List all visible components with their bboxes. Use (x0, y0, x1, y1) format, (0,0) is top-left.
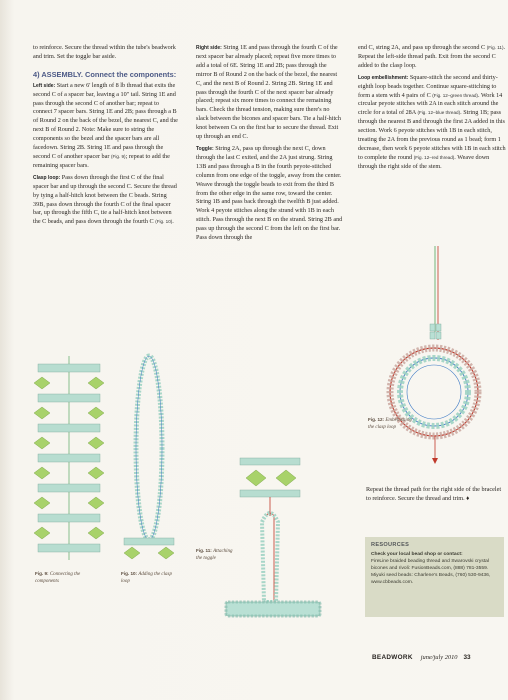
magazine-name: BEADWORK (372, 654, 413, 661)
page-number: 33 (463, 654, 471, 661)
text-clasp-loop-end: . (172, 218, 174, 226)
caption-fig-12 (368, 417, 416, 430)
caption-number: Fig. 10: (121, 571, 138, 576)
fig-ref: (Fig. 12–red thread) (413, 154, 455, 160)
text-right-side: String 1E and pass through the fourth C of the next spacer bar already placed; repeat five more times to add a total of 6E. String 1E and 2B; pass through the mirror B of Round 2 on the back of the bezel, the nearest C, and the next B of Round 2. String 2B. String 1E and pass through the fourth C of the next spacer bar already placed; repeat six more times to connect the remaining bars. Check the thread tension, making sure there's no slack between the bicones and spacer bars. Tie a half-hitch knot between Cs on the first bar to secure the thread. Exit up through an end C. (196, 44, 342, 141)
stem-beads (430, 324, 441, 339)
text-clasp-loop: Pass down through the first C of the final spacer bar and up through the second C. Secure the thread by tying a half-hitch knot between the C beads. String 39B, pass down through the fourth C of the final spacer bar, up through the fifth C, tie a half-hitch knot between the C beads, and pass down through the fourth C (33, 173, 177, 226)
spacer-bar (124, 538, 174, 545)
fig-ref: (Fig. 11) (486, 45, 504, 50)
text-left-side-end: ; repeat to add the remaining spacer bars. (33, 152, 170, 169)
paragraph-intro: to reinforce. Secure the thread within the tube's beadwork and trim. Set the toggle bar aside. (33, 44, 176, 60)
caption-fig-9 (35, 571, 95, 584)
figure-10-clasp-loop (118, 352, 180, 564)
caption-text: Adding the clasp loop (121, 572, 172, 584)
label-toggle: Toggle: (196, 145, 214, 152)
section-heading-assembly: 4) ASSEMBLY. Connect the components: (33, 69, 177, 79)
text-left-side: Start a new 6' length of 8 lb thread that exits the second C of a spacer bar, leaving a 10" tail. String 1E and pass through the second C of another bar; repeat to connect 7 spacer bars. String 1E and 2B; pass through a B of Round 2 on the back of the bezel, the nearest C, and the next B of Round 2. Note: Make sure to string the components so the bezel and the spacer bars are all facedown. String 2B. String 1E and pass through the second C of another spacer bar (33, 81, 178, 160)
text-loop-a: Square-stitch the second and thirty-eighth loop beads together. Continue square-stitching to form a stem with 4 pairs of C (358, 73, 498, 99)
label-left-side: Left side: (33, 82, 56, 89)
paragraph-clasp-loop (33, 174, 179, 227)
caption-number: Fig. 11: (196, 548, 212, 553)
caption-fig-10 (121, 571, 179, 584)
label-clasp-loop: Clasp loop: (33, 174, 61, 181)
text-loop-c: . String 1B; pass through the nearest B and through the first 2A added in this section. Work 6 peyote stitches with 1B in each stitch, treating the 2A from the previous round as 1 bead; form 1 decrease, then work 6 peyote stitches with 1B in each stitch to complete the round (358, 109, 506, 161)
page-footer (372, 654, 506, 661)
resources-title: RESOURCES (371, 542, 410, 548)
caption-text: Connecting the components (35, 572, 81, 584)
column-1 (33, 44, 179, 230)
column-3 (358, 44, 506, 175)
paragraph-continue (358, 44, 506, 71)
resources-intro: Check your local bead shop or contact: (371, 552, 463, 557)
label-right-side: Right side: (196, 45, 222, 51)
fig-ref: (Fig. 10) (155, 219, 173, 225)
paragraph-left-side (33, 82, 179, 171)
arrow-down-icon (432, 458, 438, 464)
caption-number: Fig. 9: (35, 571, 49, 576)
figure-12-clasp-loop (372, 244, 504, 466)
toggle-loop-beads (262, 513, 278, 602)
resources-box (365, 537, 504, 617)
column-2 (196, 44, 343, 246)
text-loop-d: . Weave down through the right side of the stem. (358, 153, 490, 170)
text-continue: end C, string 2A, and pass up through the second C (358, 44, 486, 51)
paragraph-loop-embellishment (358, 74, 506, 172)
caption-text: Embellishing the clasp loop (368, 418, 412, 430)
issue-date: june/july 2010 (420, 654, 458, 661)
text-continue-end: . Repeat the left-side thread path. Exit from the second C added to the clasp loop. (358, 44, 506, 69)
crystal-bicone (158, 547, 174, 559)
caption-number: Fig. 12: (368, 417, 385, 422)
text-loop-b: . Work 14 circular peyote stitches with 2A in each stitch around the circle for a total of 28A (358, 91, 503, 117)
resources-body: FireLine braided beading thread and Swarovski crystal bicones and rivoli: FusionBeads.com, (888) 781-3559. Miyuki seed beads: Charlene's Beads, (760) 530-9436, www.cbbeads.com. (371, 559, 491, 585)
paragraph-right-side (196, 44, 343, 142)
crystal-bicone (124, 547, 140, 559)
label-loop-embellishment: Loop embellishment: (358, 74, 409, 81)
fig-ref: (Fig. 12–blue thread) (417, 110, 461, 116)
bracelet-end (240, 458, 300, 497)
fig-ref: (Fig. 12–green thread) (432, 92, 478, 98)
text-toggle: String 2A, pass up through the next C, down through the last C exited, and the 2A just strung. String 13B and pass through a B in the fourth peyote-stitched column from one edge of the toggle, away from the center. Weave through the toggle beads to exit from the third B from the other edge in the same row, toward the center. String 1B and pass back through the twelfth B just added. Work 4 peyote stitches along the strand with 1B in each stitch. Pass through the next B on the strand. String 2B and pass up through the second C from the left on the first bar. Pass down through the (196, 144, 343, 242)
paragraph-toggle (196, 145, 343, 243)
thread-ring-inner-blue (407, 365, 461, 419)
caption-fig-11 (196, 548, 234, 561)
fig-ref: (Fig. 9) (111, 153, 126, 159)
thread-loop-blue (136, 356, 162, 540)
toggle-bar (226, 602, 320, 616)
caption-text: Attaching the toggle (196, 549, 233, 561)
figure-9-connecting-components (32, 354, 106, 564)
paragraph-final: Repeat the thread path for the right side of the bracelet to reinforce. Secure the thread and trim. ♦ (366, 486, 502, 502)
